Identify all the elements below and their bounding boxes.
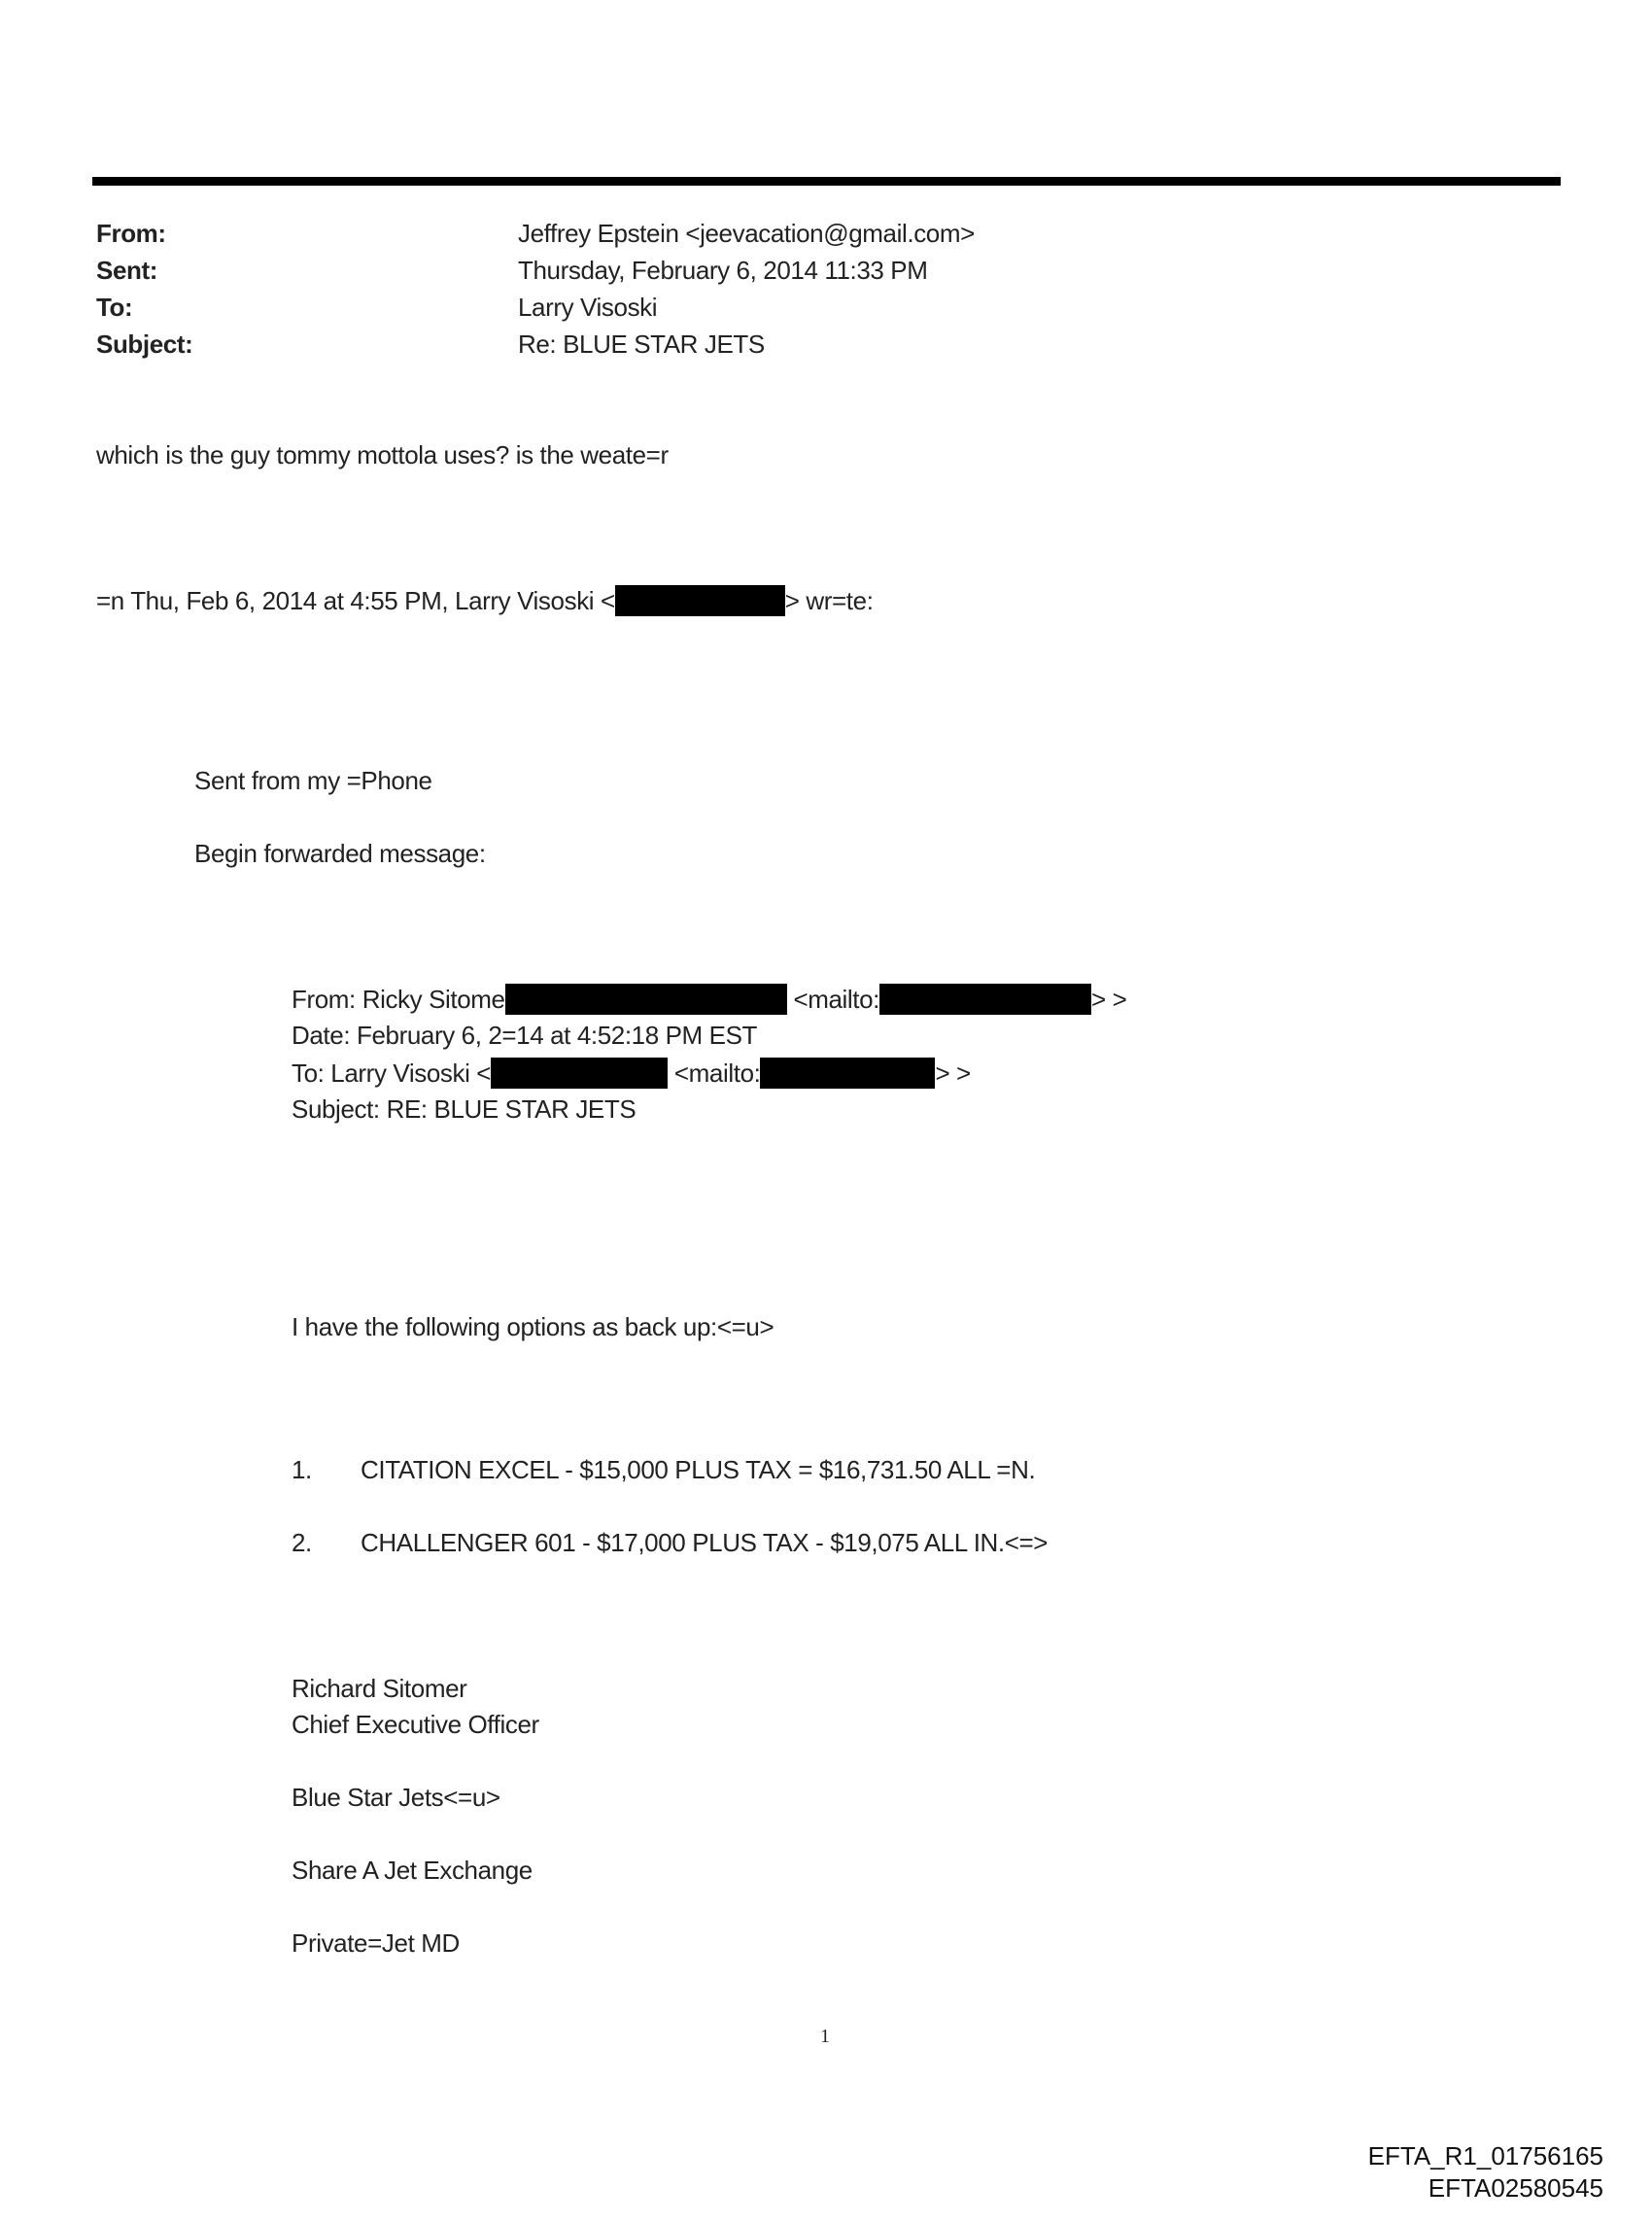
fwd-to-end: > > [935,1059,971,1088]
signature-company: Private=Jet MD [292,1928,460,1958]
fwd-date: Date: February 6, 2=14 at 4:52:18 PM EST [292,1021,757,1050]
fwd-subject: Subject: RE: BLUE STAR JETS [292,1094,637,1124]
signature-title: Chief Executive Officer [292,1710,539,1739]
footer-id: EFTA02580545 [1428,2173,1603,2203]
subject-value: Re: BLUE STAR JETS [518,330,765,359]
to-label: To: [96,293,133,322]
fwd-to [292,1058,971,1089]
redaction [760,1058,935,1089]
quote-intro-start: =n Thu, Feb 6, 2014 at 4:55 PM, Larry Visoski < [96,586,615,615]
option-number: 1. [292,1455,312,1484]
fwd-from-mailto: <mailto: [793,985,879,1014]
quote-intro [96,585,874,616]
option-text: CITATION EXCEL - $15,000 PLUS TAX = $16,731.50 ALL =N. [361,1455,1036,1484]
redaction [879,984,1091,1015]
subject-label: Subject: [96,330,193,359]
redaction [505,984,787,1015]
from-label: From: [96,219,166,248]
sent-from: Sent from my =Phone [194,766,432,795]
options-intro: I have the following options as back up:<=u> [292,1312,774,1341]
signature-company: Share A Jet Exchange [292,1856,533,1885]
sent-label: Sent: [96,256,158,285]
page-number: 1 [820,2026,830,2047]
redaction [615,585,785,616]
from-value: Jeffrey Epstein <jeevacation@gmail.com> [518,219,975,248]
begin-forwarded: Begin forwarded message: [194,839,486,868]
to-value: Larry Visoski [518,293,658,322]
redaction [491,1058,668,1089]
header-rule [92,177,1561,186]
signature-name: Richard Sitomer [292,1674,467,1703]
fwd-to-name: To: Larry Visoski < [292,1059,492,1088]
reply-text: which is the guy tommy mottola uses? is the weate=r [96,440,669,469]
quote-intro-end: > wr=te: [784,586,874,615]
footer-id: EFTA_R1_01756165 [1367,2141,1603,2170]
sent-value: Thursday, February 6, 2014 11:33 PM [518,256,928,285]
fwd-from [292,984,1126,1015]
option-text: CHALLENGER 601 - $17,000 PLUS TAX - $19,075 ALL IN.<=> [361,1528,1049,1557]
signature-company: Blue Star Jets<=u> [292,1783,500,1812]
option-number: 2. [292,1528,312,1557]
fwd-from-end: > > [1091,985,1127,1014]
fwd-to-mailto: <mailto: [673,1059,761,1088]
fwd-from-name: From: Ricky Sitome [292,985,505,1014]
